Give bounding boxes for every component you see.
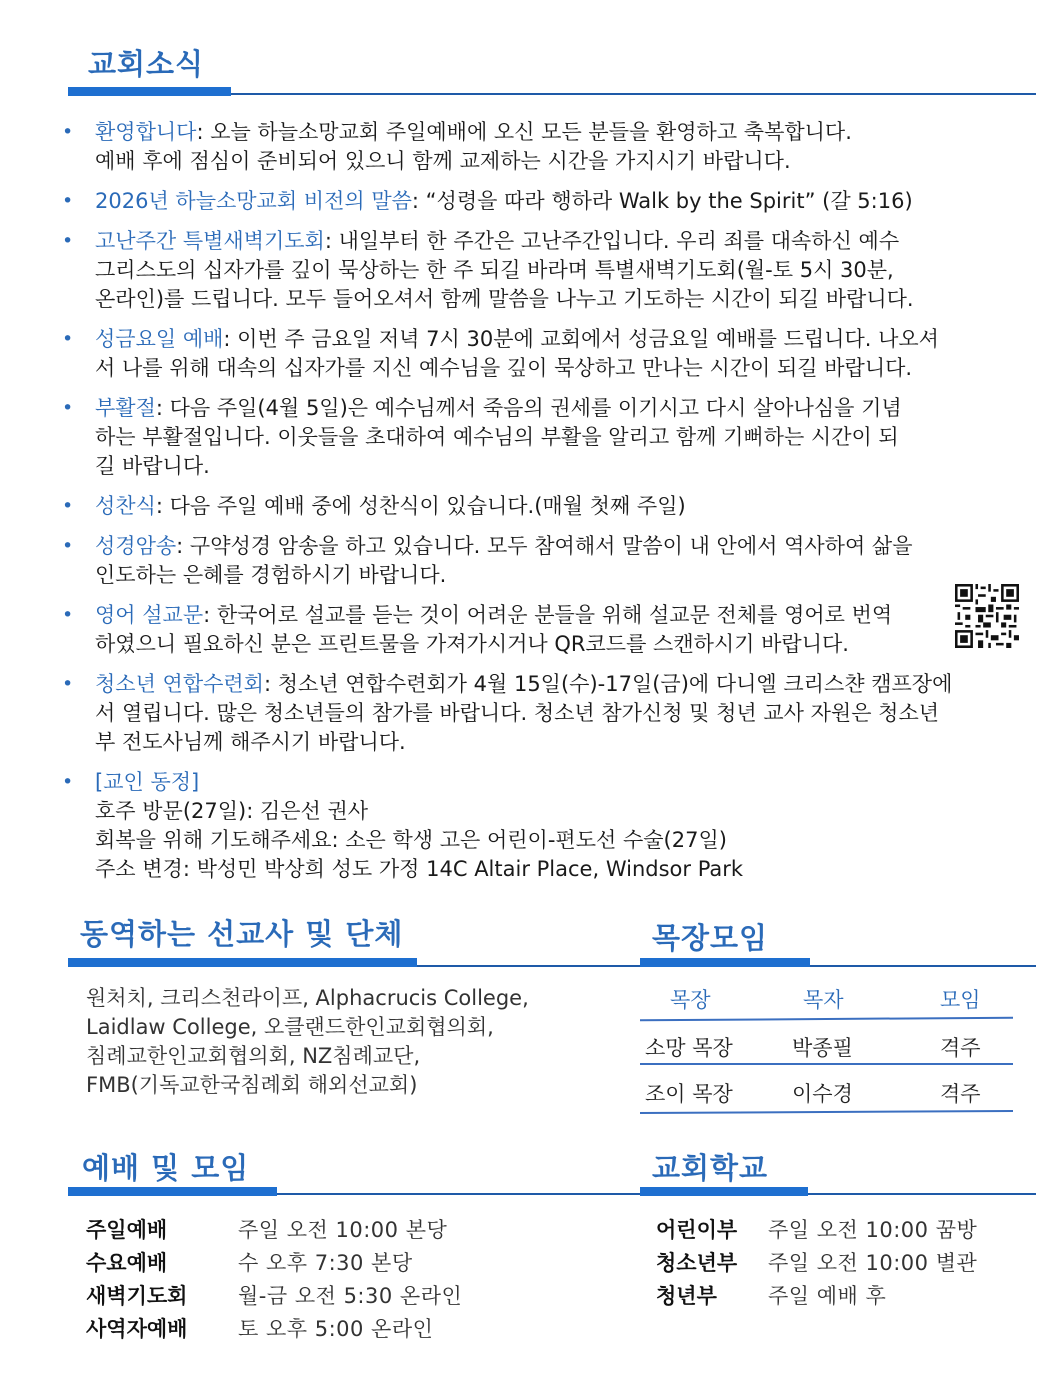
- news-item-head: 부활절: [95, 396, 156, 420]
- news-item-text: 하는 부활절입니다. 이웃들을 초대하여 예수님의 부활을 알리고 함께 기뻐하는 시간이 되: [95, 425, 899, 449]
- news-item-head: [교인 동정]: [95, 770, 200, 794]
- missions-title-accent-bar: [68, 958, 417, 967]
- qr-code-icon[interactable]: [955, 584, 1019, 648]
- news-item-head: 2026년 하늘소망교회 비전의 말씀: [95, 189, 412, 213]
- bullet-icon: •: [62, 604, 74, 626]
- school-name: 청소년부: [656, 1251, 738, 1275]
- mokjang-row-name: 조이 목장: [645, 1082, 733, 1106]
- school-name: 청년부: [656, 1284, 717, 1308]
- mokjang-title-accent-bar: [640, 958, 810, 967]
- worship-time: 월-금 오전 5:30 온라인: [238, 1284, 463, 1308]
- bullet-icon: •: [62, 535, 74, 557]
- school-title-accent-bar: [640, 1187, 808, 1196]
- news-item-text: : 청소년 연합수련회가 4월 15일(수)-17일(금)에 다니엘 크리스챤 캠프장에: [263, 672, 953, 696]
- news-item-head: 성찬식: [95, 494, 156, 518]
- bullet-icon: •: [62, 397, 74, 419]
- mokjang-row-meeting: 격주: [940, 1036, 981, 1060]
- worship-name: 수요예배: [86, 1251, 168, 1275]
- worship-name: 새벽기도회: [86, 1284, 188, 1308]
- bullet-icon: •: [62, 121, 74, 143]
- news-list: [62, 118, 1024, 895]
- bullet-icon: •: [62, 328, 74, 350]
- school-name: 어린이부: [656, 1218, 738, 1242]
- worship-name: 주일예배: [86, 1218, 168, 1242]
- bullet-icon: •: [62, 190, 74, 212]
- news-item-text: : 내일부터 한 주간은 고난주간입니다. 우리 죄를 대속하신 예수: [324, 229, 900, 253]
- mokjang-header-leader: 목자: [803, 988, 844, 1012]
- mokjang-header-group: 목장: [670, 988, 711, 1012]
- school-time: 주일 예배 후: [768, 1284, 887, 1308]
- missions-line: Laidlaw College, 오클랜드한인교회협의회,: [86, 1015, 494, 1039]
- news-item-text: 온라인)를 드립니다. 모두 들어오셔서 함께 말씀을 나누고 기도하는 시간이 되길 바랍니다.: [95, 287, 914, 311]
- worship-time: 수 오후 7:30 본당: [238, 1251, 413, 1275]
- missions-title: 동역하는 선교사 및 단체: [80, 917, 404, 951]
- news-item-vision: [62, 187, 1024, 216]
- news-item-head: 청소년 연합수련회: [95, 672, 264, 696]
- missions-list: [86, 984, 529, 1100]
- mokjang-row-leader: 박종필: [792, 1036, 853, 1060]
- news-item-text: 서 열립니다. 많은 청소년들의 참가를 바랍니다. 청소년 참가신청 및 청년 교사 자원은 청소년: [95, 701, 940, 725]
- news-item-text: : 구약성경 암송을 하고 있습니다. 모두 참여해서 말씀이 내 안에서 역사하여 삶을: [176, 534, 913, 558]
- news-item-text: : 한국어로 설교를 듣는 것이 어려운 분들을 위해 설교문 전체를 영어로 번역: [203, 603, 893, 627]
- news-item-members: [62, 768, 1024, 884]
- bullet-icon: •: [62, 230, 74, 252]
- mokjang-rule: [640, 1063, 1013, 1065]
- bullet-icon: •: [62, 771, 74, 793]
- news-item-text: 호주 방문(27일): 김은선 권사: [95, 799, 369, 823]
- missions-line: 원처치, 크리스천라이프, Alphacrucis College,: [86, 986, 529, 1010]
- news-item-scripture: [62, 532, 1024, 590]
- worship-time: 토 오후 5:00 온라인: [238, 1317, 434, 1341]
- school-time: 주일 오전 10:00 꿈방: [768, 1218, 978, 1242]
- worship-title: 예배 및 모임: [82, 1151, 250, 1185]
- news-item-text: : 이번 주 금요일 저녁 7시 30분에 교회에서 성금요일 예배를 드립니다. 나오셔: [223, 327, 939, 351]
- school-time: 주일 오전 10:00 별관: [768, 1251, 978, 1275]
- news-item-head: 성경암송: [95, 534, 177, 558]
- news-item-text: 주소 변경: 박성민 박상희 성도 가정 14C Altair Place, Windsor Park: [95, 857, 744, 881]
- school-title: 교회학교: [652, 1151, 769, 1185]
- missions-line: 침례교한인교회협의회, NZ침례교단,: [86, 1044, 421, 1068]
- news-item-text: : 오늘 하늘소망교회 주일예배에 오신 모든 분들을 환영하고 축복합니다.: [196, 120, 852, 144]
- news-item-text: 예배 후에 점심이 준비되어 있으니 함께 교제하는 시간을 가지시기 바랍니다.: [95, 149, 791, 173]
- news-item-easter: [62, 394, 1024, 481]
- worship-title-accent-bar: [68, 1187, 277, 1196]
- news-item-text: 그리스도의 십자가를 깊이 묵상하는 한 주 되길 바라며 특별새벽기도회(월-토 5시 30분,: [95, 258, 894, 282]
- worship-schedule: [86, 1214, 606, 1354]
- news-title: 교회소식: [88, 47, 205, 81]
- news-item-text: : 다음 주일 예배 중에 성찬식이 있습니다.(매월 첫째 주일): [155, 494, 686, 518]
- bullet-icon: •: [62, 495, 74, 517]
- news-item-text: 부 전도사님께 해주시기 바랍니다.: [95, 730, 406, 754]
- news-item-text: 길 바랍니다.: [95, 454, 210, 478]
- news-item-text: 서 나를 위해 대속의 십자가를 지신 예수님을 깊이 묵상하고 만나는 시간이 되길 바랍니다.: [95, 356, 913, 380]
- mokjang-header-meeting: 모임: [940, 988, 981, 1012]
- news-item-youth-retreat: [62, 670, 1024, 757]
- news-item-good-friday: [62, 325, 1024, 383]
- mokjang-title: 목장모임: [652, 921, 769, 955]
- worship-name: 사역자예배: [86, 1317, 188, 1341]
- news-item-english-sermon: [62, 601, 1024, 659]
- missions-line: FMB(기독교한국침례회 해외선교회): [86, 1073, 418, 1097]
- news-item-head: 성금요일 예배: [95, 327, 224, 351]
- school-schedule: [656, 1214, 1026, 1324]
- news-item-welcome: [62, 118, 1024, 176]
- mokjang-row-name: 소망 목장: [645, 1036, 733, 1060]
- mokjang-row-leader: 이수경: [792, 1082, 853, 1106]
- news-item-head: 환영합니다: [95, 120, 197, 144]
- mokjang-rule: [640, 1110, 1013, 1114]
- news-item-head: 고난주간 특별새벽기도회: [95, 229, 325, 253]
- news-item-text: 인도하는 은혜를 경험하시기 바랍니다.: [95, 563, 447, 587]
- news-item-head: 영어 설교문: [95, 603, 204, 627]
- news-item-communion: [62, 492, 1024, 521]
- news-item-passion-week: [62, 227, 1024, 314]
- news-title-accent-bar: [68, 87, 231, 96]
- bullet-icon: •: [62, 673, 74, 695]
- mokjang-row-meeting: 격주: [940, 1082, 981, 1106]
- mokjang-rule: [640, 1017, 1013, 1022]
- news-item-text: : “성령을 따라 행하라 Walk by the Spirit” (갈 5:16): [411, 189, 913, 213]
- worship-time: 주일 오전 10:00 본당: [238, 1218, 448, 1242]
- news-item-text: 회복을 위해 기도해주세요: 소은 학생 고은 어린이-편도선 수술(27일): [95, 828, 727, 852]
- news-item-text: 하였으니 필요하신 분은 프린트물을 가져가시거나 QR코드를 스캔하시기 바랍니다.: [95, 632, 849, 656]
- news-item-text: : 다음 주일(4월 5일)은 예수님께서 죽음의 권세를 이기시고 다시 살아나심을 기념: [155, 396, 902, 420]
